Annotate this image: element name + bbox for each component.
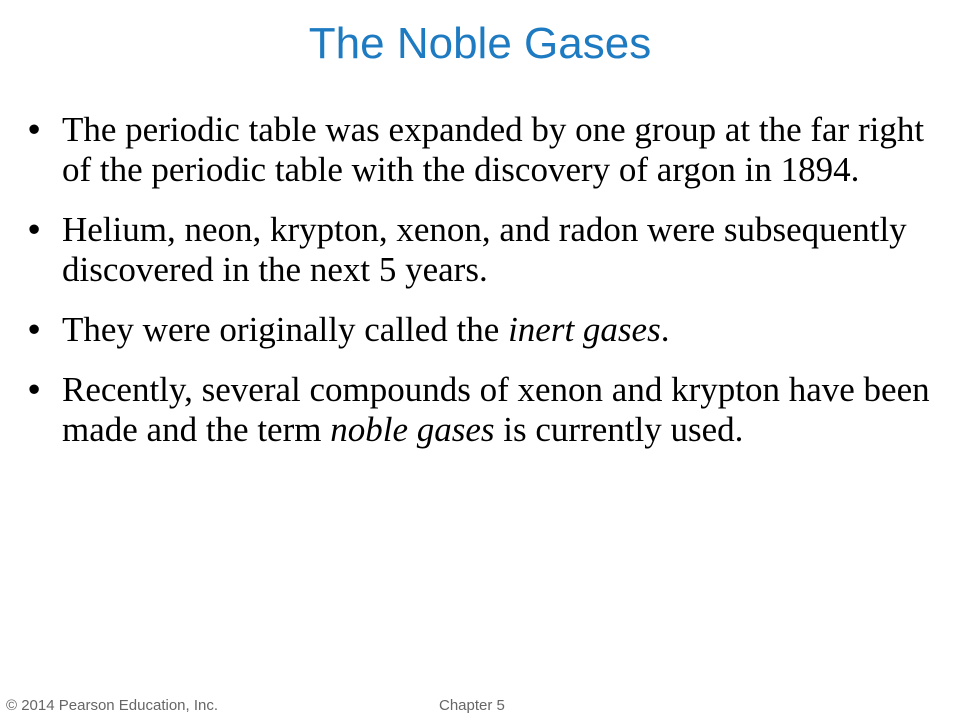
bullet-dot-icon: • [28, 110, 41, 149]
footer-chapter: Chapter 5 [439, 697, 505, 714]
bullet-text: The periodic table was expanded by one group at the far right of the periodic table with the discovery of argon in 1894. [62, 110, 925, 189]
bullet-dot-icon: • [28, 310, 41, 349]
bullet-item [28, 310, 938, 350]
slide-title: The Noble Gases [308, 19, 652, 68]
bullet-item [28, 370, 938, 450]
bullet-text-before: They were originally called the [62, 310, 509, 349]
bullet-text-italic-term: inert gases [508, 310, 661, 349]
bullet-text: Helium, neon, krypton, xenon, and radon were subsequently discovered in the next 5 years. [62, 210, 907, 289]
bullet-text-after: . [660, 310, 670, 349]
bullet-dot-icon: • [28, 370, 41, 409]
bullet-item [28, 210, 938, 290]
bullet-list [28, 110, 938, 470]
bullet-text-after: is currently used. [494, 410, 744, 449]
bullet-item [28, 110, 938, 190]
footer-copyright: © 2014 Pearson Education, Inc. [6, 697, 219, 714]
bullet-text-italic-term: noble gases [330, 410, 495, 449]
bullet-text-before: Recently, several compounds of xenon and krypton have been made and the term [62, 370, 930, 449]
bullet-dot-icon: • [28, 210, 41, 249]
